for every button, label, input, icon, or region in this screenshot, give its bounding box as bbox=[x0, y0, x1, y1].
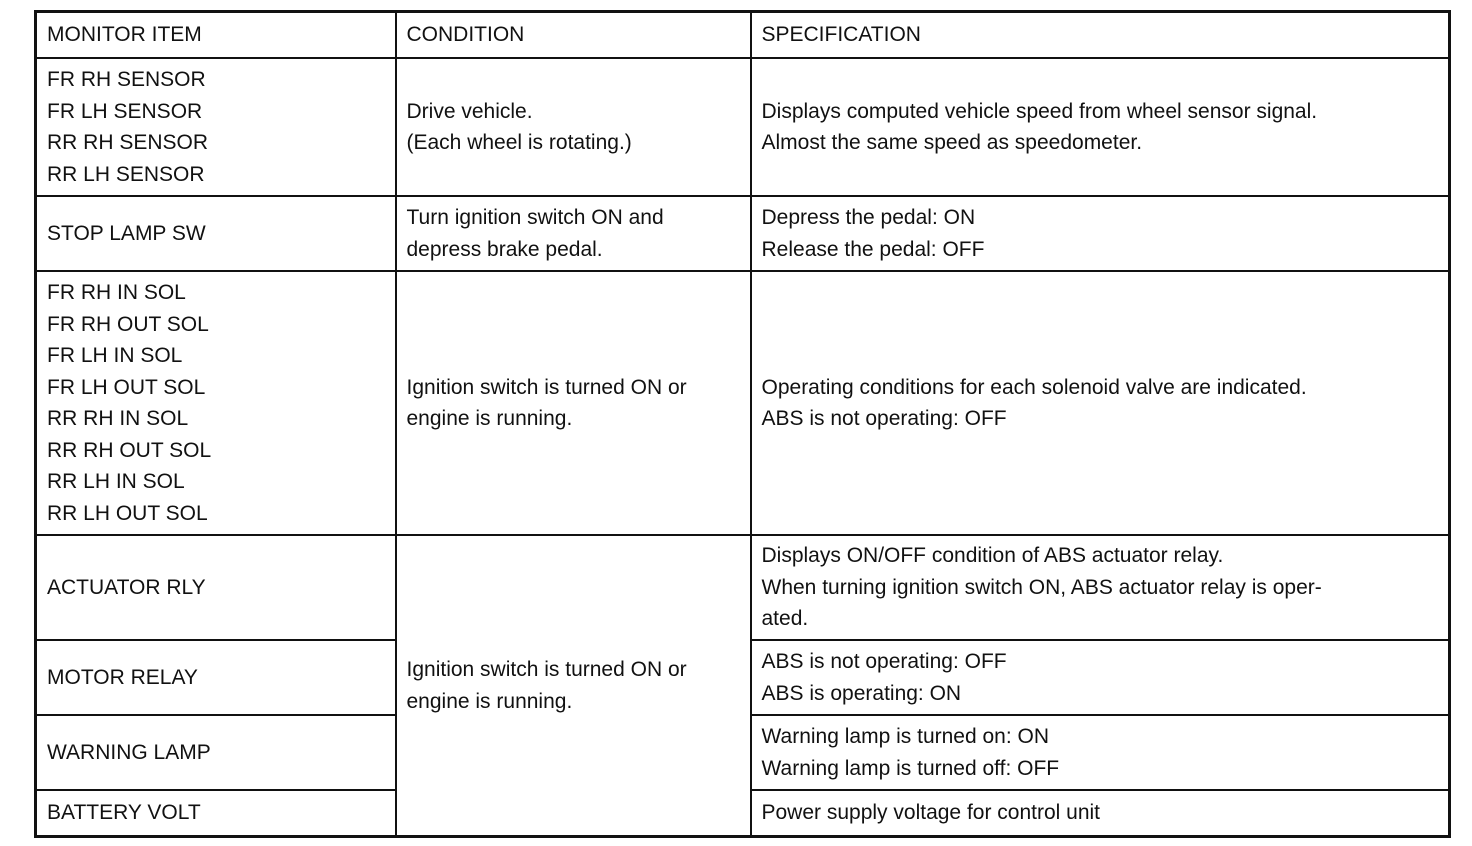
specification-text: Warning lamp is turned on: ON bbox=[761, 725, 1050, 748]
monitor-item: ACTUATOR RLY bbox=[47, 575, 206, 599]
specification-text: Warning lamp is turned off: OFF bbox=[761, 756, 1060, 780]
specification-text: When turning ignition switch ON, ABS actuator relay is oper- bbox=[761, 575, 1322, 599]
specification-text: ABS is operating: ON bbox=[761, 681, 962, 705]
monitor-item: BATTERY VOLT bbox=[47, 801, 201, 825]
condition-text: engine is running. bbox=[406, 407, 573, 430]
monitor-spec-table bbox=[34, 10, 1451, 838]
specification-text: ated. bbox=[761, 607, 809, 631]
monitor-item: FR RH IN SOL bbox=[47, 281, 186, 304]
monitor-item: FR LH OUT SOL bbox=[47, 375, 206, 399]
monitor-item: FR RH SENSOR bbox=[47, 68, 206, 91]
specification-text: ABS is not operating: OFF bbox=[761, 407, 1007, 430]
specification-cell bbox=[751, 790, 1450, 837]
specification-text: Power supply voltage for control unit bbox=[761, 801, 1101, 825]
condition-cell bbox=[396, 58, 751, 196]
monitor-item-cell bbox=[36, 271, 396, 535]
monitor-item: RR LH SENSOR bbox=[47, 162, 205, 186]
condition-text: Drive vehicle. bbox=[406, 99, 533, 123]
condition-text: (Each wheel is rotating.) bbox=[406, 131, 632, 154]
condition-text: depress brake pedal. bbox=[406, 237, 603, 261]
monitor-item: FR RH OUT SOL bbox=[47, 312, 209, 336]
specification-text: Depress the pedal: ON bbox=[761, 206, 976, 229]
condition-text: engine is running. bbox=[406, 689, 573, 713]
condition-cell bbox=[396, 196, 751, 271]
monitor-item: RR LH IN SOL bbox=[47, 470, 185, 493]
monitor-item: RR RH IN SOL bbox=[47, 407, 189, 430]
specification-text: Operating conditions for each solenoid valve are indicated. bbox=[761, 375, 1307, 399]
monitor-item: WARNING LAMP bbox=[47, 740, 211, 764]
monitor-item-cell bbox=[36, 58, 396, 196]
table-row bbox=[36, 535, 1450, 640]
monitor-item: RR RH OUT SOL bbox=[47, 438, 212, 462]
specification-text: Displays ON/OFF condition of ABS actuator relay. bbox=[761, 544, 1224, 568]
monitor-item-cell bbox=[36, 790, 396, 837]
specification-text: ABS is not operating: OFF bbox=[761, 650, 1007, 673]
monitor-item-cell bbox=[36, 535, 396, 640]
monitor-item: MOTOR RELAY bbox=[47, 665, 198, 689]
specification-cell bbox=[751, 58, 1450, 196]
specification-text: Release the pedal: OFF bbox=[761, 237, 985, 261]
condition-text: Ignition switch is turned ON or bbox=[406, 658, 687, 681]
specification-cell bbox=[751, 271, 1450, 535]
specification-cell bbox=[751, 196, 1450, 271]
monitor-item: FR LH IN SOL bbox=[47, 344, 183, 367]
header-monitor-item: MONITOR ITEM bbox=[36, 12, 396, 59]
table-row bbox=[36, 58, 1450, 196]
monitor-item-cell bbox=[36, 640, 396, 715]
monitor-item: FR LH SENSOR bbox=[47, 99, 203, 123]
specification-cell bbox=[751, 715, 1450, 790]
monitor-item: RR RH SENSOR bbox=[47, 131, 209, 154]
specification-text: Displays computed vehicle speed from wheel sensor signal. bbox=[761, 99, 1318, 123]
specification-cell bbox=[751, 535, 1450, 640]
specification-text: Almost the same speed as speedometer. bbox=[761, 131, 1143, 154]
table-header-row bbox=[36, 12, 1450, 59]
monitor-item: STOP LAMP SW bbox=[47, 221, 206, 245]
condition-text: Turn ignition switch ON and bbox=[406, 206, 664, 229]
table-row bbox=[36, 271, 1450, 535]
condition-text: Ignition switch is turned ON or bbox=[406, 375, 687, 399]
specification-cell bbox=[751, 640, 1450, 715]
header-condition: CONDITION bbox=[396, 12, 751, 59]
monitor-item: RR LH OUT SOL bbox=[47, 501, 208, 525]
condition-cell bbox=[396, 271, 751, 535]
shared-condition-cell bbox=[396, 535, 751, 837]
header-specification: SPECIFICATION bbox=[751, 12, 1450, 59]
table-row bbox=[36, 196, 1450, 271]
monitor-item-cell bbox=[36, 196, 396, 271]
monitor-item-cell bbox=[36, 715, 396, 790]
